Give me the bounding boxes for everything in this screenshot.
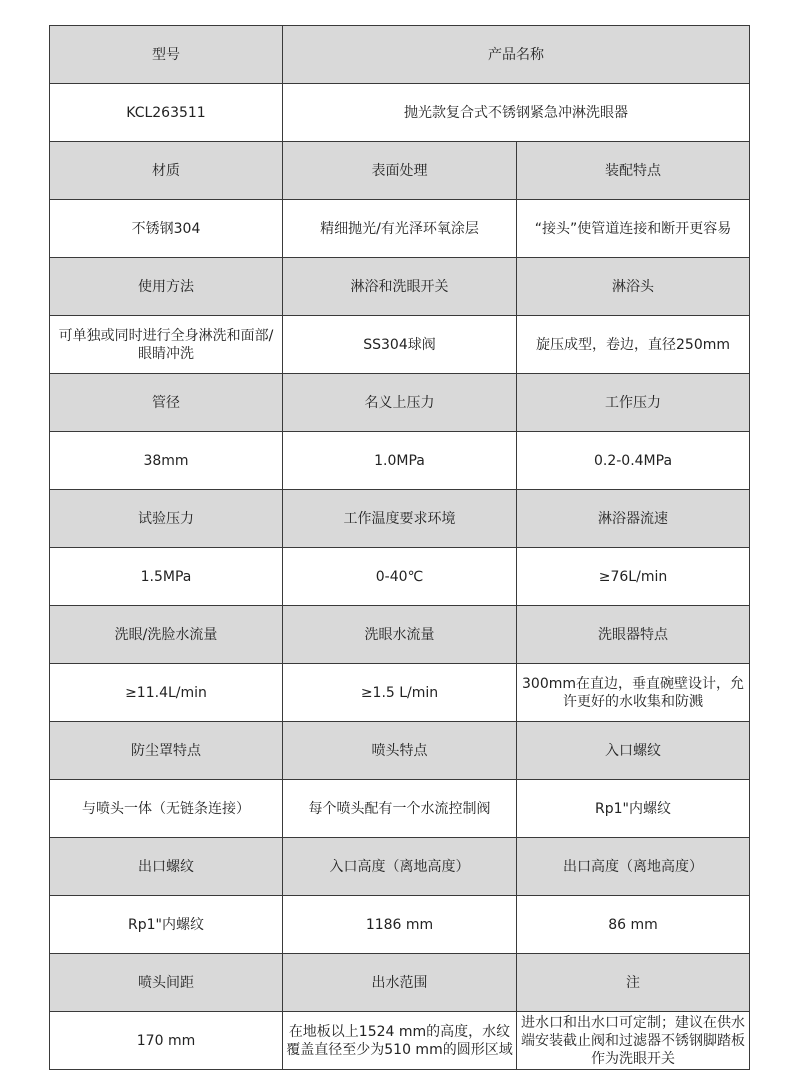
value-nominal-pressure: 1.0MPa — [283, 432, 517, 490]
value-outlet-thread: Rp1"内螺纹 — [50, 896, 283, 954]
value-usage: 可单独或同时进行全身淋洗和面部/眼睛冲洗 — [50, 316, 283, 374]
label-material: 材质 — [50, 142, 283, 200]
value-eyewash-flow: ≥1.5 L/min — [283, 664, 517, 722]
header-row — [50, 838, 750, 896]
label-dust-cover: 防尘罩特点 — [50, 722, 283, 780]
value-water-range: 在地板以上1524 mm的高度，水纹覆盖直径至少为510 mm的圆形区域 — [283, 1012, 517, 1070]
value-row-model — [50, 84, 750, 142]
header-row — [50, 722, 750, 780]
label-nominal-pressure: 名义上压力 — [283, 374, 517, 432]
value-row — [50, 548, 750, 606]
value-inlet-height: 1186 mm — [283, 896, 517, 954]
value-product-name: 抛光款复合式不锈钢紧急冲淋洗眼器 — [283, 84, 750, 142]
value-outlet-height: 86 mm — [517, 896, 750, 954]
spec-table — [49, 25, 750, 1070]
value-surface-treatment: 精细抛光/有光泽环氧涂层 — [283, 200, 517, 258]
label-switch: 淋浴和洗眼开关 — [283, 258, 517, 316]
header-row — [50, 142, 750, 200]
value-eyewash-feature: 300mm在直边，垂直碗壁设计，允许更好的水收集和防溅 — [517, 664, 750, 722]
value-nozzle-spacing: 170 mm — [50, 1012, 283, 1070]
value-note: 进水口和出水口可定制；建议在供水端安装截止阀和过滤器不锈钢脚踏板作为洗眼开关 — [517, 1012, 750, 1070]
label-test-pressure: 试验压力 — [50, 490, 283, 548]
value-eye-face-flow: ≥11.4L/min — [50, 664, 283, 722]
label-inlet-thread: 入口螺纹 — [517, 722, 750, 780]
value-inlet-thread: Rp1"内螺纹 — [517, 780, 750, 838]
label-temperature: 工作温度要求环境 — [283, 490, 517, 548]
value-row — [50, 432, 750, 490]
label-shower-head: 淋浴头 — [517, 258, 750, 316]
label-working-pressure: 工作压力 — [517, 374, 750, 432]
value-nozzle-feature: 每个喷头配有一个水流控制阀 — [283, 780, 517, 838]
value-working-pressure: 0.2-0.4MPa — [517, 432, 750, 490]
label-model: 型号 — [50, 26, 283, 84]
label-water-range: 出水范围 — [283, 954, 517, 1012]
label-nozzle-spacing: 喷头间距 — [50, 954, 283, 1012]
label-product-name: 产品名称 — [283, 26, 750, 84]
value-shower-flow: ≥76L/min — [517, 548, 750, 606]
label-usage: 使用方法 — [50, 258, 283, 316]
label-eye-face-flow: 洗眼/洗脸水流量 — [50, 606, 283, 664]
label-pipe-diameter: 管径 — [50, 374, 283, 432]
label-surface-treatment: 表面处理 — [283, 142, 517, 200]
value-shower-head: 旋压成型，卷边，直径250mm — [517, 316, 750, 374]
value-switch: SS304球阀 — [283, 316, 517, 374]
header-row — [50, 954, 750, 1012]
header-row-model — [50, 26, 750, 84]
value-row — [50, 1012, 750, 1070]
header-row — [50, 490, 750, 548]
value-temperature: 0-40℃ — [283, 548, 517, 606]
label-assembly-feature: 装配特点 — [517, 142, 750, 200]
label-shower-flow: 淋浴器流速 — [517, 490, 750, 548]
value-material: 不锈钢304 — [50, 200, 283, 258]
value-row — [50, 780, 750, 838]
label-nozzle-feature: 喷头特点 — [283, 722, 517, 780]
label-eyewash-flow: 洗眼水流量 — [283, 606, 517, 664]
label-note: 注 — [517, 954, 750, 1012]
value-pipe-diameter: 38mm — [50, 432, 283, 490]
header-row — [50, 374, 750, 432]
value-test-pressure: 1.5MPa — [50, 548, 283, 606]
label-outlet-height: 出口高度（离地高度） — [517, 838, 750, 896]
value-model: KCL263511 — [50, 84, 283, 142]
value-row — [50, 896, 750, 954]
value-row — [50, 664, 750, 722]
value-assembly-feature: “接头”使管道连接和断开更容易 — [517, 200, 750, 258]
header-row — [50, 258, 750, 316]
value-row — [50, 316, 750, 374]
label-eyewash-feature: 洗眼器特点 — [517, 606, 750, 664]
label-outlet-thread: 出口螺纹 — [50, 838, 283, 896]
label-inlet-height: 入口高度（离地高度） — [283, 838, 517, 896]
header-row — [50, 606, 750, 664]
value-row — [50, 200, 750, 258]
value-dust-cover: 与喷头一体（无链条连接） — [50, 780, 283, 838]
